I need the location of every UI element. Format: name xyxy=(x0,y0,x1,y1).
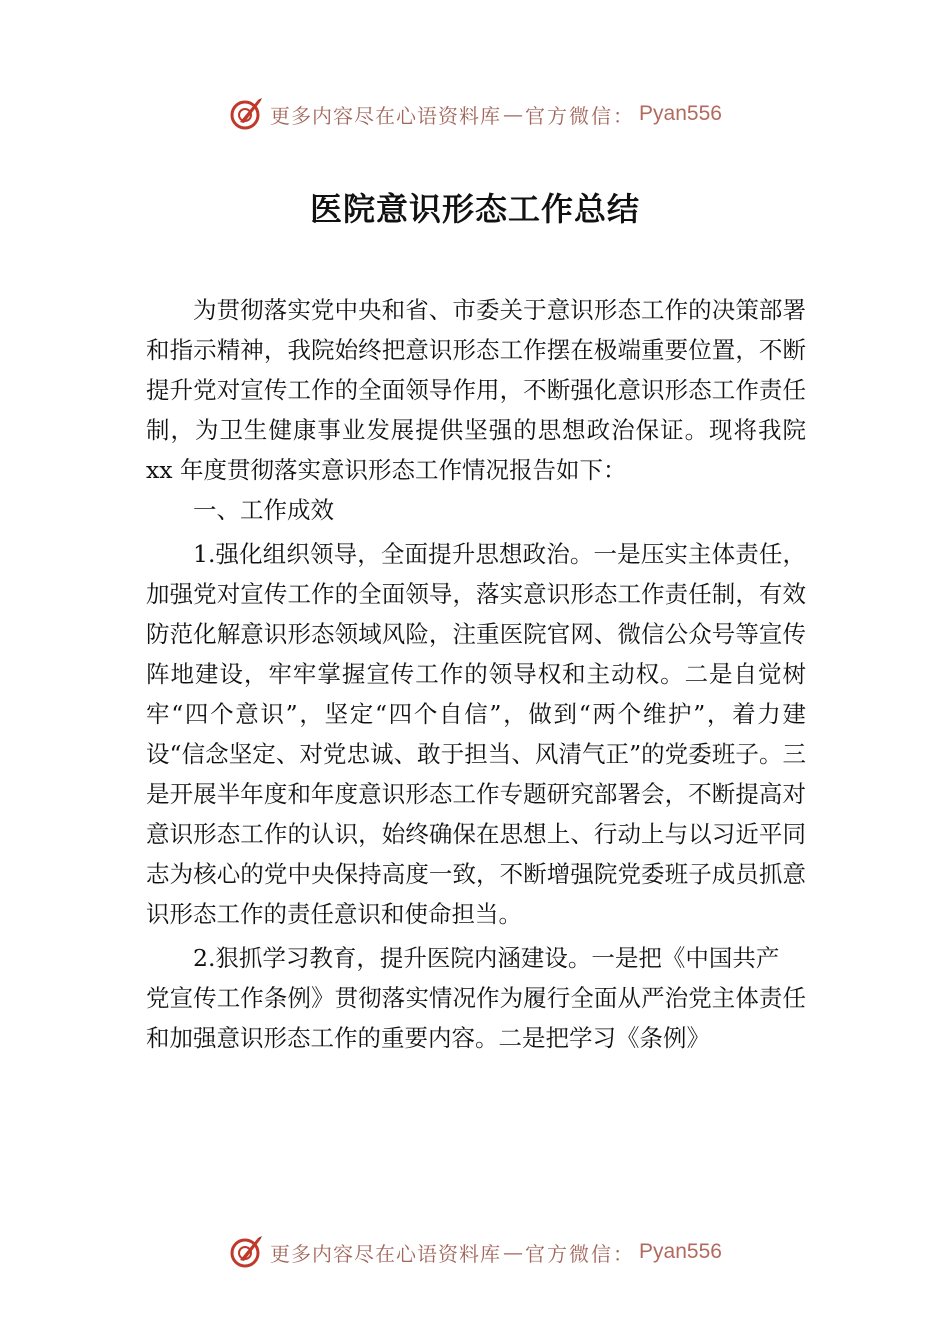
header-watermark-banner xyxy=(0,94,950,134)
banner-main-text: 更多内容尽在心语资料库 xyxy=(270,1241,502,1266)
intro-paragraph: 为贯彻落实党中央和省、市委关于意识形态工作的决策部署和指示精神，我院始终把意识形态工作摆在极端重要位置，不断提升党对宣传工作的全面领导作用，不断强化意识形态工作责任制，为卫生健康事业发展提供坚强的思想政治保证。现将我院 xx 年度贯彻落实意识形态工作情况报告如下： xyxy=(146,296,806,484)
document-title: 医院意识形态工作总结 xyxy=(309,190,640,228)
banner-wechat-id: Pyan556 xyxy=(639,102,722,125)
section-heading: 一、工作成效 xyxy=(193,496,334,524)
item-1-paragraph: 1.强化组织领导，全面提升思想政治。一是压实主体责任，加强党对宣传工作的全面领导，落实意识形态工作责任制，有效防范化解意识形态领域风险，注重医院官网、微信公众号等宣传阵地建设，牢牢掌握宣传工作的领导权和主动权。二是自觉树牢“四个意识”，坚定“四个自信”，做到“两个维护”，着力建设“信念坚定、对党忠诚、敢于担当、风清气正”的党委班子。三是开展半年度和年度意识形态工作专题研究部署会，不断提高对意识形态工作的认识，始终确保在思想上、行动上与以习近平同志为核心的党中央保持高度一致，不断增强院党委班子成员抓意识形态工作的责任意识和使命担当。 xyxy=(146,540,806,928)
banner-label: 官方微信： xyxy=(525,103,636,128)
quill-logo-icon xyxy=(228,1234,264,1270)
banner-label: 官方微信： xyxy=(525,1241,636,1266)
banner-dash: — xyxy=(503,102,524,126)
banner-dash: — xyxy=(503,1240,524,1264)
banner-main-text: 更多内容尽在心语资料库 xyxy=(270,103,502,128)
quill-logo-icon xyxy=(228,96,264,132)
item-2-continuation: 党宣传工作条例》贯彻落实情况作为履行全面从严治党主体责任和加强意识形态工作的重要内容。二是把学习《条例》 xyxy=(146,984,806,1052)
footer-watermark-banner xyxy=(0,1232,950,1272)
item-2-paragraph: 2.狠抓学习教育，提升医院内涵建设。一是把《中国共产 xyxy=(193,944,780,972)
document-body xyxy=(146,290,806,1058)
banner-wechat-id: Pyan556 xyxy=(639,1240,722,1263)
